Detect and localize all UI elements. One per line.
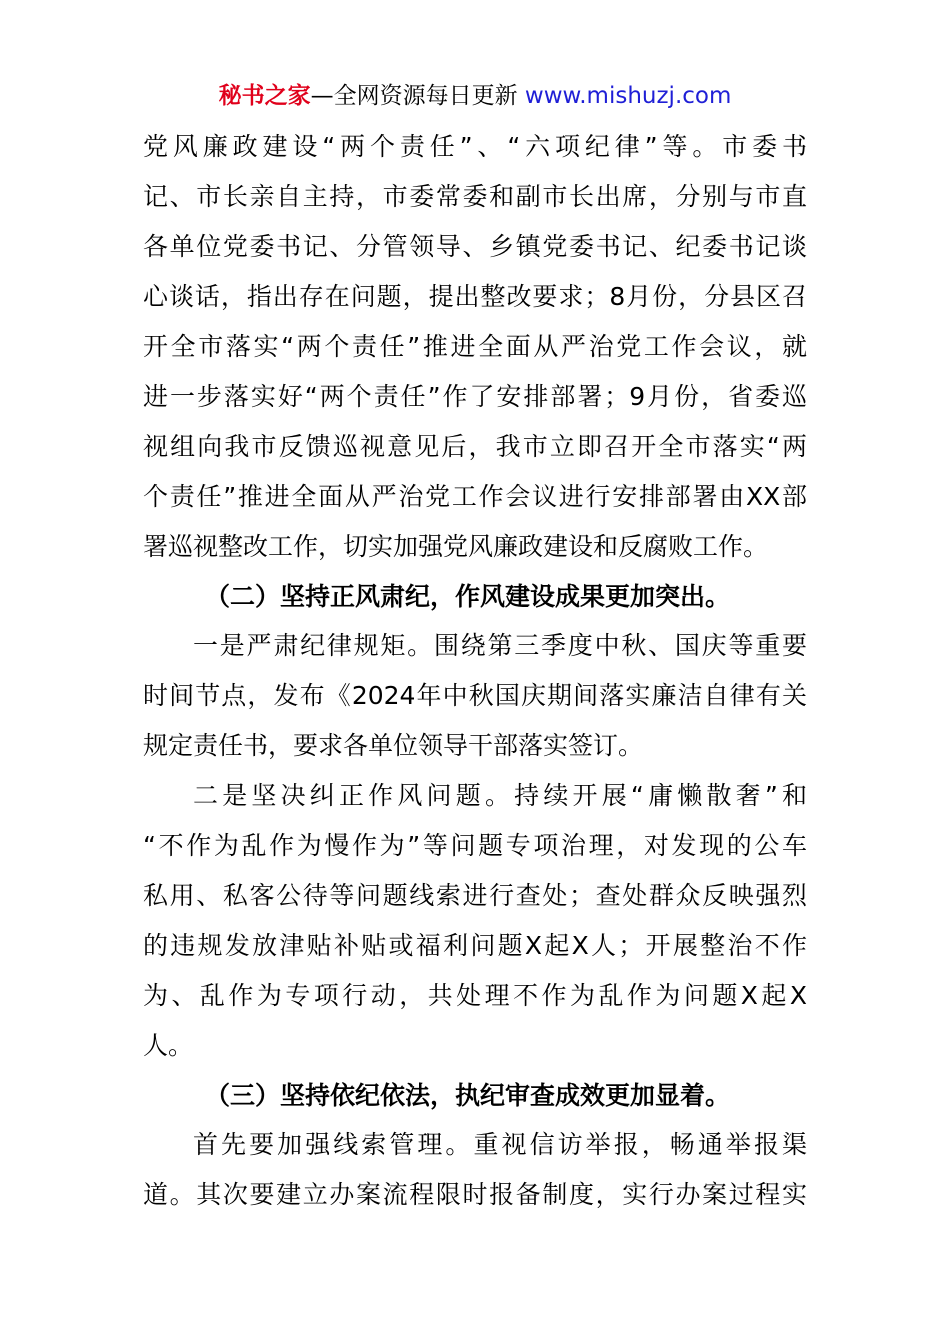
paragraph-line: 视组向我市反馈巡视意见后，我市立即召开全市落实“两 [143, 432, 807, 461]
brand-name: 秘书之家 [218, 83, 311, 109]
paragraph-line: 私用、私客公待等问题线索进行查处；查处群众反映强烈 [143, 881, 807, 910]
paragraph-line: 为、乱作为专项行动，共处理不作为乱作为问题X起X [143, 981, 807, 1010]
site-url[interactable]: www.mishuzj.com [524, 83, 732, 109]
paragraph-line: 人。 [143, 1031, 194, 1060]
paragraph-line: 二是坚决纠正作风问题。持续开展“庸懒散奢”和 [193, 781, 807, 810]
paragraph-line: 一是严肃纪律规矩。围绕第三季度中秋、国庆等重要 [193, 631, 807, 660]
paragraph-line: 规定责任书，要求各单位领导干部落实签订。 [143, 731, 644, 760]
paragraph-line: 时间节点，发布《2024年中秋国庆期间落实廉洁自律有关 [143, 681, 807, 710]
paragraph-line: 各单位党委书记、分管领导、乡镇党委书记、纪委书记谈 [143, 232, 807, 261]
paragraph-line: 进一步落实好“两个责任”作了安排部署；9月份，省委巡 [143, 382, 807, 411]
paragraph-line: 开全市落实“两个责任”推进全面从严治党工作会议，就 [143, 332, 807, 361]
paragraph-line: 的违规发放津贴补贴或福利问题X起X人；开展整治不作 [143, 931, 807, 960]
paragraph-line: 个责任”推进全面从严治党工作会议进行安排部署由XX部 [143, 482, 807, 511]
paragraph-line: “不作为乱作为慢作为”等问题专项治理，对发现的公车 [143, 831, 807, 860]
section-heading-2: （二）坚持正风肃纪，作风建设成果更加突出。 [205, 582, 731, 611]
site-slogan: —全网资源每日更新 [310, 83, 518, 109]
site-header [0, 80, 950, 112]
paragraph-line: 记、市长亲自主持，市委常委和副市长出席，分别与市直 [143, 182, 807, 211]
paragraph-line: 心谈话，指出存在问题，提出整改要求；8月份，分县区召 [143, 282, 807, 311]
section-heading-3: （三）坚持依纪依法，执纪审查成效更加显着。 [205, 1081, 731, 1110]
document-body [143, 122, 807, 1220]
paragraph-line: 署巡视整改工作，切实加强党风廉政建设和反腐败工作。 [143, 532, 769, 561]
paragraph-line: 道。其次要建立办案流程限时报备制度，实行办案过程实 [143, 1180, 807, 1209]
paragraph-line: 党风廉政建设“两个责任”、“六项纪律”等。市委书 [143, 132, 807, 161]
paragraph-line: 首先要加强线索管理。重视信访举报，畅通举报渠 [193, 1130, 807, 1159]
